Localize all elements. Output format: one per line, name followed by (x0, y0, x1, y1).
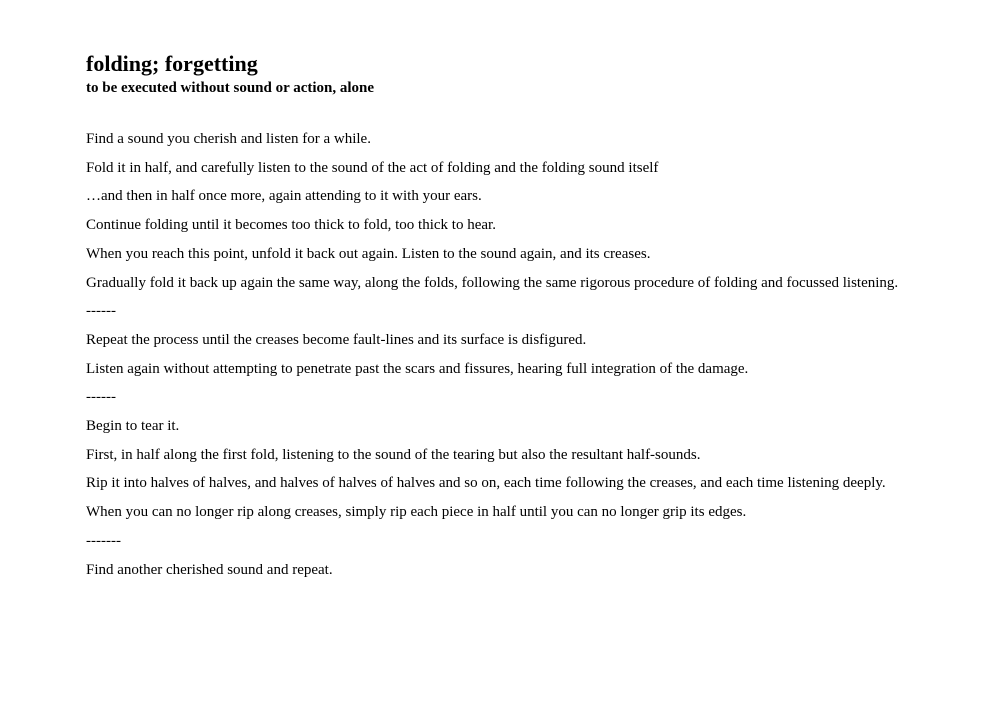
instruction-line: When you reach this point, unfold it back out again. Listen to the sound again, and its creases. (86, 245, 651, 262)
document-title: folding; forgetting (86, 51, 258, 76)
instruction-line: Repeat the process until the creases become fault-lines and its surface is disfigured. (86, 331, 587, 348)
instruction-line: Fold it in half, and carefully listen to the sound of the act of folding and the folding sound itself (86, 159, 659, 176)
instruction-line: Begin to tear it. (86, 418, 180, 435)
instruction-line: …and then in half once more, again attending to it with your ears. (86, 188, 482, 205)
instruction-line: Continue folding until it becomes too thick to fold, too thick to hear. (86, 217, 496, 234)
section-divider: ------- (86, 532, 121, 549)
instruction-line: Listen again without attempting to penetrate past the scars and fissures, hearing full integration of the damage. (86, 360, 749, 377)
instruction-line: Find a sound you cherish and listen for a while. (86, 131, 371, 147)
instruction-line: Gradually fold it back up again the same way, along the folds, following the same rigorous procedure of folding and focussed listening. (86, 274, 899, 291)
document-page (86, 50, 946, 584)
document-subtitle: to be executed without sound or action, alone (86, 80, 375, 96)
instruction-line: When you can no longer rip along creases, simply rip each piece in half until you can no longer grip its edges. (86, 504, 747, 521)
section-divider: ------ (86, 389, 116, 406)
instruction-line: Rip it into halves of halves, and halves of halves of halves and so on, each time following the creases, and each time listening deeply. (86, 475, 886, 492)
instruction-line: First, in half along the first fold, listening to the sound of the tearing but also the resultant half-sounds. (86, 446, 701, 463)
instructions-body (86, 125, 946, 584)
section-divider: ------ (86, 303, 116, 320)
instruction-line: Find another cherished sound and repeat. (86, 561, 333, 578)
